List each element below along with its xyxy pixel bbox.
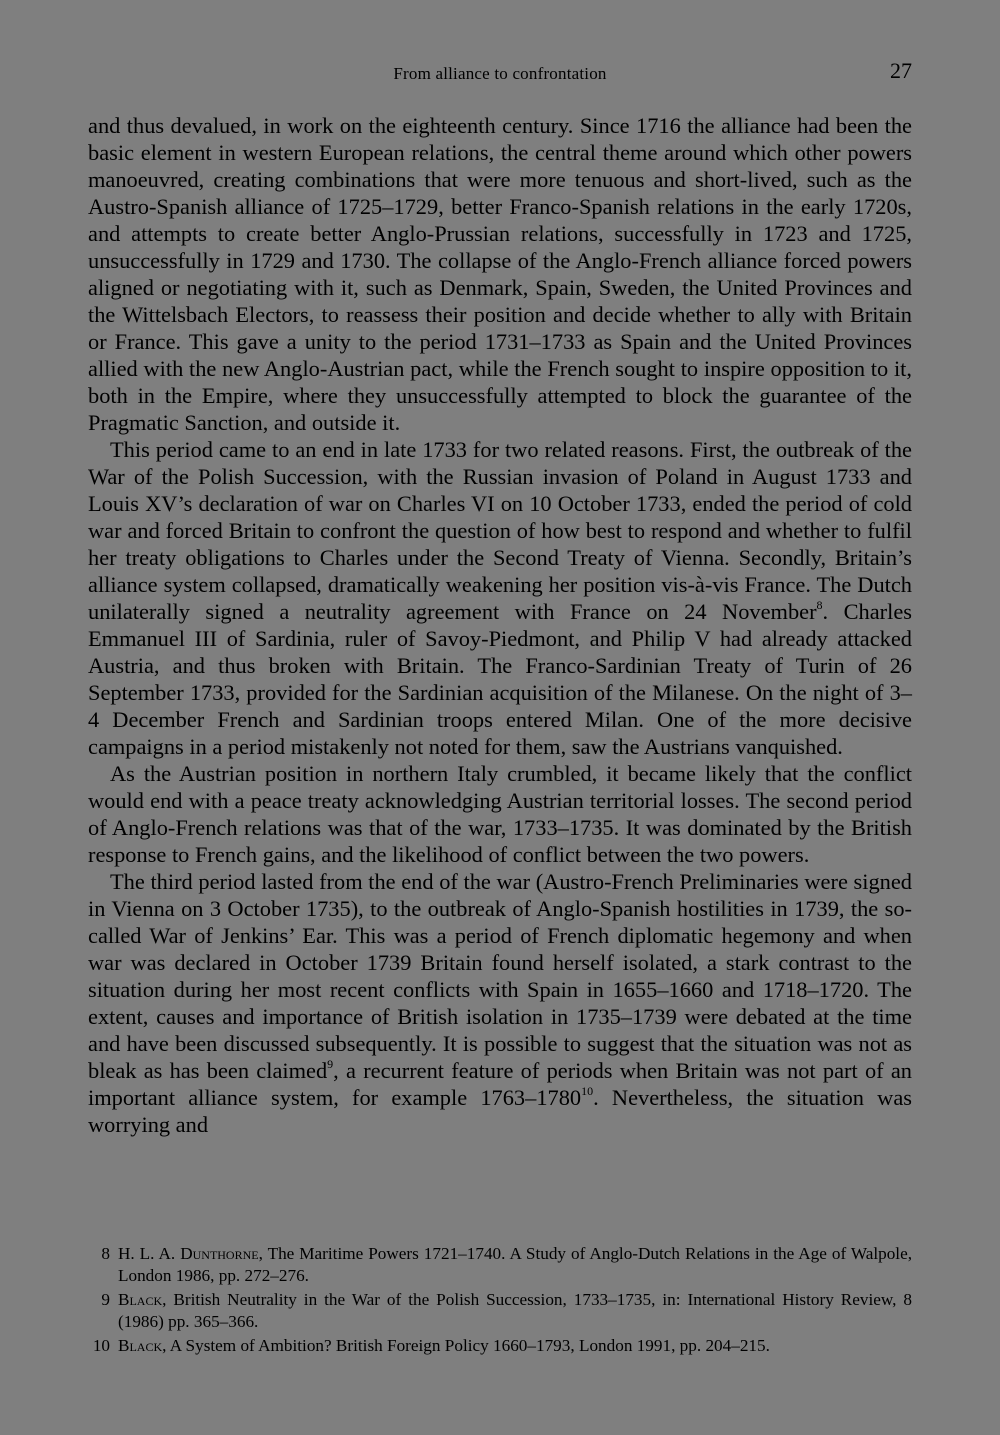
footnote-number: 10 (92, 1336, 110, 1355)
footnote-number: 8 (101, 1244, 110, 1263)
page-header (88, 58, 912, 88)
footnote-ref[interactable]: 9 (327, 1056, 334, 1071)
footnote-ref[interactable]: 8 (816, 597, 823, 612)
paragraph (88, 760, 912, 868)
footnote-number: 9 (101, 1290, 110, 1309)
paragraph-text: This period came to an end in late 1733 for two related reasons. First, the outbreak of the War of the Polish Succession, with the Russian invasion of Poland in August 1733 and Louis XV’s declaration of war on Charles VI on 10 October 1733, ended the period of cold war and forced Britain to confront the question of how best to respond and whether to fulfil her treaty obligations to Charles under the Second Treaty of Vienna. Secondly, Britain’s alliance system collapsed, dramatically weakening her position vis-à-vis France. The Dutch unilaterally signed a neutrality agreement with France on 24 November (88, 437, 912, 624)
footnote (88, 1335, 912, 1357)
body-text (88, 112, 912, 1138)
paragraph (88, 112, 912, 436)
paragraph-text: . Charles Emmanuel III of Sardinia, ruler of Savoy-Piedmont, and Philip V had already attacked Austria, and thus broken with Britain. The Franco-Sardinian Treaty of Turin of 26 September 1733, provided for the Sardinian acquisition of the Milanese. On the night of 3–4 December French and Sardinian troops entered Milan. One of the more decisive campaigns in a period mistakenly not noted for them, saw the Austrians vanquished. (88, 599, 912, 759)
footnote-text: , The Maritime Powers 1721–1740. A Study of Anglo-Dutch Relations in the Age of Walpole, London 1986, pp. 272–276. (118, 1244, 912, 1285)
paragraph-text: and thus devalued, in work on the eighteenth century. Since 1716 the alliance had been the basic element in western European relations, the central theme around which other powers manoeuvred, creating combinations that were more tenuous and short-lived, such as the Austro-Spanish alliance of 1725–1729, better Franco-Spanish relations in the early 1720s, and attempts to create better Anglo-Prussian relations, successfully in 1723 and 1725, unsuccessfully in 1729 and 1730. The collapse of the Anglo-French alliance forced powers aligned or negotiating with it, such as Denmark, Spain, Sweden, the United Provinces and the Wittelsbach Electors, to reassess their position and decide whether to ally with Britain or France. This gave a unity to the period 1731–1733 as Spain and the United Provinces allied with the new Anglo-Austrian pact, while the French sought to inspire opposition to it, both in the Empire, where they unsuccessfully attempted to block the guarantee of the Pragmatic Sanction, and outside it. (88, 113, 912, 435)
footnote-ref[interactable]: 10 (581, 1083, 594, 1098)
footnote-author: Black (118, 1336, 163, 1355)
paragraph-text: As the Austrian position in northern Italy crumbled, it became likely that the conflict would end with a peace treaty acknowledging Austrian territorial losses. The second period of Anglo-French relations was that of the war, 1733–1735. It was dominated by the British response to French gains, and the likelihood of conflict between the two powers. (88, 761, 912, 867)
footnote (88, 1243, 912, 1287)
footnotes (88, 1243, 912, 1359)
paragraph-text: The third period lasted from the end of the war (Austro-French Preliminaries were signed in Vienna on 3 October 1735), to the outbreak of Anglo-Spanish hostilities in 1739, the so-called War of Jenkins’ Ear. This was a period of French diplomatic hegemony and when war was declared in October 1739 Britain found herself isolated, a stark contrast to the situation during her most recent conflicts with Spain in 1655–1660 and 1718–1720. The extent, causes and importance of British isolation in 1735–1739 were debated at the time and have been discussed subsequently. It is possible to suggest that the situation was not as bleak as has been claimed (88, 869, 912, 1083)
paragraph-text: . Nevertheless, the situation was worrying and (88, 1085, 912, 1137)
footnote-text: , British Neutrality in the War of the Polish Succession, 1733–1735, in: International History Review, 8 (1986) pp. 365–366. (118, 1290, 912, 1331)
footnote-author: Black (118, 1290, 163, 1309)
footnote (88, 1289, 912, 1333)
footnote-text: , A System of Ambition? British Foreign Policy 1660–1793, London 1991, pp. 204–215. (162, 1336, 770, 1355)
page-number: 27 (890, 58, 912, 83)
paragraph (88, 436, 912, 760)
running-head: From alliance to confrontation (393, 64, 607, 83)
paragraph-text: , a recurrent feature of periods when Britain was not part of an important alliance system, for example 1763–1780 (88, 1058, 912, 1110)
footnote-author: H. L. A. Dunthorne (118, 1244, 259, 1263)
paragraph (88, 868, 912, 1138)
